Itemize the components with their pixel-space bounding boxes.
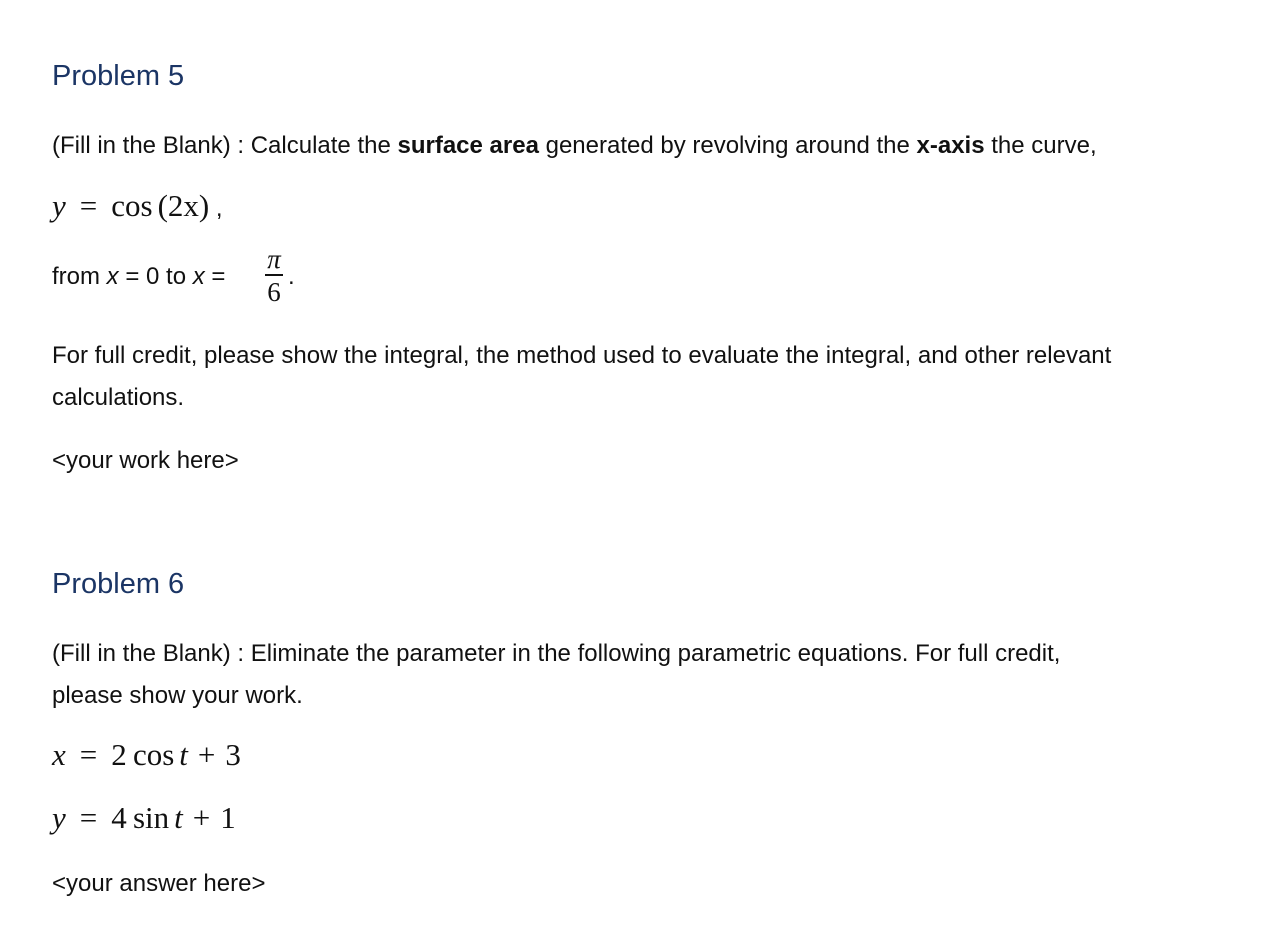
problem-6-answer-placeholder[interactable]: <your answer here> bbox=[52, 870, 266, 897]
problem-6-equation-x bbox=[52, 737, 241, 773]
math-function: cos bbox=[111, 188, 153, 223]
math-operator: + bbox=[192, 800, 211, 835]
prompt-text: the curve, bbox=[984, 132, 1097, 159]
problem-5-answer-placeholder[interactable]: <your work here> bbox=[52, 447, 239, 474]
problem-6-prompt-line-1: (Fill in the Blank) : Eliminate the parameter in the following parametric equations. For full credit, bbox=[52, 640, 1061, 667]
math-trailing-comma: , bbox=[209, 195, 223, 222]
problem-6-heading: Problem 6 bbox=[52, 568, 185, 600]
range-text: from bbox=[52, 263, 107, 290]
fraction-denominator: 6 bbox=[267, 277, 281, 307]
math-coefficient: 2 bbox=[111, 737, 127, 772]
range-variable: x bbox=[106, 263, 119, 290]
prompt-text: (Fill in the Blank) : Calculate the bbox=[52, 132, 398, 159]
math-equals: = bbox=[79, 800, 98, 835]
math-constant: 3 bbox=[225, 737, 241, 772]
problem-6-prompt-line-2: please show your work. bbox=[52, 682, 303, 709]
math-equals: = bbox=[79, 188, 98, 223]
math-variable: t bbox=[179, 737, 188, 772]
fraction-numerator: π bbox=[267, 244, 281, 274]
math-variable: t bbox=[174, 800, 183, 835]
problem-5-range bbox=[52, 256, 225, 298]
problem-5-prompt bbox=[52, 125, 1097, 167]
math-equals: = bbox=[79, 737, 98, 772]
prompt-bold-x-axis: x-axis bbox=[916, 132, 985, 159]
math-variable: x bbox=[52, 737, 66, 772]
problem-5-equation bbox=[52, 188, 223, 224]
math-argument: (2x) bbox=[157, 188, 210, 223]
range-period: . bbox=[288, 263, 295, 290]
range-text: = 0 to bbox=[118, 263, 193, 290]
problem-5-instructions-line-2: calculations. bbox=[52, 384, 185, 411]
math-function: cos bbox=[132, 737, 175, 772]
math-operator: + bbox=[197, 737, 216, 772]
math-variable: y bbox=[52, 188, 66, 223]
range-text: = bbox=[204, 263, 226, 290]
range-variable: x bbox=[192, 263, 205, 290]
prompt-bold-surface-area: surface area bbox=[397, 132, 539, 159]
problem-5-heading: Problem 5 bbox=[52, 60, 185, 92]
math-coefficient: 4 bbox=[111, 800, 127, 835]
math-constant: 1 bbox=[220, 800, 236, 835]
problem-5-instructions-line-1: For full credit, please show the integral, the method used to evaluate the integral, and other relevant bbox=[52, 342, 1112, 369]
prompt-text: generated by revolving around the bbox=[538, 132, 917, 159]
math-variable: y bbox=[52, 800, 66, 835]
range-fraction bbox=[264, 244, 284, 308]
math-function: sin bbox=[132, 800, 170, 835]
problem-6-equation-y bbox=[52, 800, 236, 836]
